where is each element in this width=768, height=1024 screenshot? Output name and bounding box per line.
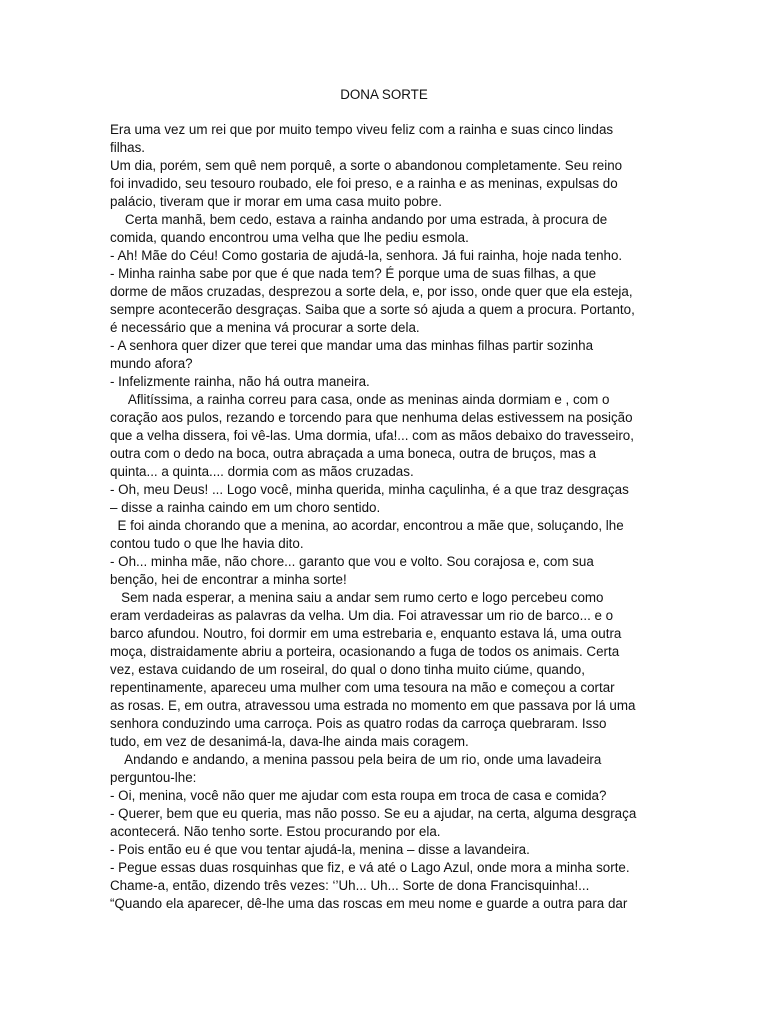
- text-line: Certa manhã, bem cedo, estava a rainha andando por uma estrada, à procura de: [110, 212, 608, 227]
- text-line: outra com o dedo na boca, outra abraçada a uma boneca, outra de bruços, mas a: [110, 446, 597, 461]
- text-line: senhora conduzindo uma carroça. Pois as quatro rodas da carroça quebraram. Isso: [110, 716, 607, 731]
- text-line: acontecerá. Não tenho sorte. Estou procurando por ela.: [110, 824, 441, 839]
- text-line: moça, distraidamente abriu a porteira, ocasionando a fuga de todos os animais. Certa: [110, 644, 620, 659]
- text-line: vez, estava cuidando de um roseiral, do qual o dono tinha muito ciúme, quando,: [110, 662, 585, 677]
- text-line: filhas.: [110, 140, 145, 155]
- text-line: Chame-a, então, dizendo três vezes: ‘’Uh... Uh... Sorte de dona Francisquinha!...: [110, 878, 590, 893]
- text-line: tudo, em vez de desanimá-la, dava-lhe ainda mais coragem.: [110, 734, 469, 749]
- text-line: Um dia, porém, sem quê nem porquê, a sorte o abandonou completamente. Seu reino: [110, 158, 623, 173]
- text-line: comida, quando encontrou uma velha que lhe pediu esmola.: [110, 230, 469, 245]
- text-line: Aflitíssima, a rainha correu para casa, onde as meninas ainda dormiam e , com o: [110, 392, 610, 407]
- text-line: perguntou-lhe:: [110, 770, 197, 785]
- document-title: DONA SORTE: [340, 87, 428, 102]
- text-line: que a velha dissera, foi vê-las. Uma dormia, ufa!... com as mãos debaixo do travesseiro,: [110, 428, 634, 443]
- text-line: - Ah! Mãe do Céu! Como gostaria de ajudá-la, senhora. Já fui rainha, hoje nada tenho.: [110, 248, 623, 263]
- document-body: [110, 121, 670, 913]
- text-line: coração aos pulos, rezando e torcendo para que nenhuma delas estivessem na posição: [110, 410, 633, 425]
- text-line: dorme de mãos cruzadas, desprezou a sorte dela, e, por isso, onde quer que ela esteja,: [110, 284, 633, 299]
- text-line: barco afundou. Noutro, foi dormir em uma estrebaria e, enquanto estava lá, uma outra: [110, 626, 622, 641]
- text-line: – disse a rainha caindo em um choro sentido.: [110, 500, 381, 515]
- text-line: sempre acontecerão desgraças. Saiba que a sorte só ajuda a quem a procura. Portanto,: [110, 302, 635, 317]
- text-line: “Quando ela aparecer, dê-lhe uma das roscas em meu nome e guarde a outra para dar: [110, 896, 628, 911]
- text-line: - Pegue essas duas rosquinhas que fiz, e vá até o Lago Azul, onde mora a minha sorte.: [110, 860, 630, 875]
- text-line: Era uma vez um rei que por muito tempo viveu feliz com a rainha e suas cinco lindas: [110, 122, 614, 137]
- text-line: benção, hei de encontrar a minha sorte!: [110, 572, 347, 587]
- text-line: repentinamente, apareceu uma mulher com uma tesoura na mão e começou a cortar: [110, 680, 615, 695]
- text-line: mundo afora?: [110, 356, 193, 371]
- text-line: as rosas. E, em outra, atravessou uma estrada no momento em que passava por lá uma: [110, 698, 636, 713]
- text-line: - Oi, menina, você não quer me ajudar com esta roupa em troca de casa e comida?: [110, 788, 607, 803]
- text-line: - Oh... minha mãe, não chore... garanto que vou e volto. Sou corajosa e, com sua: [110, 554, 594, 569]
- text-line: E foi ainda chorando que a menina, ao acordar, encontrou a mãe que, soluçando, lhe: [110, 518, 624, 533]
- text-line: - Infelizmente rainha, não há outra maneira.: [110, 374, 370, 389]
- text-line: quinta... a quinta.... dormia com as mãos cruzadas.: [110, 464, 414, 479]
- text-line: - Querer, bem que eu queria, mas não posso. Se eu a ajudar, na certa, alguma desgraça: [110, 806, 637, 821]
- text-line: é necessário que a menina vá procurar a sorte dela.: [110, 320, 420, 335]
- text-line: Andando e andando, a menina passou pela beira de um rio, onde uma lavadeira: [110, 752, 602, 767]
- text-line: - A senhora quer dizer que terei que mandar uma das minhas filhas partir sozinha: [110, 338, 594, 353]
- text-line: - Minha rainha sabe por que é que nada tem? É porque uma de suas filhas, a que: [110, 266, 597, 281]
- text-line: - Oh, meu Deus! ... Logo você, minha querida, minha caçulinha, é a que traz desgraças: [110, 482, 629, 497]
- text-line: contou tudo o que lhe havia dito.: [110, 536, 304, 551]
- text-line: Sem nada esperar, a menina saiu a andar sem rumo certo e logo percebeu como: [110, 590, 604, 605]
- text-line: eram verdadeiras as palavras da velha. Um dia. Foi atravessar um rio de barco... e o: [110, 608, 614, 623]
- text-line: palácio, tiveram que ir morar em uma casa muito pobre.: [110, 194, 442, 209]
- text-line: foi invadido, seu tesouro roubado, ele foi preso, e a rainha e as meninas, expulsas do: [110, 176, 618, 191]
- text-line: - Pois então eu é que vou tentar ajudá-la, menina – disse a lavandeira.: [110, 842, 530, 857]
